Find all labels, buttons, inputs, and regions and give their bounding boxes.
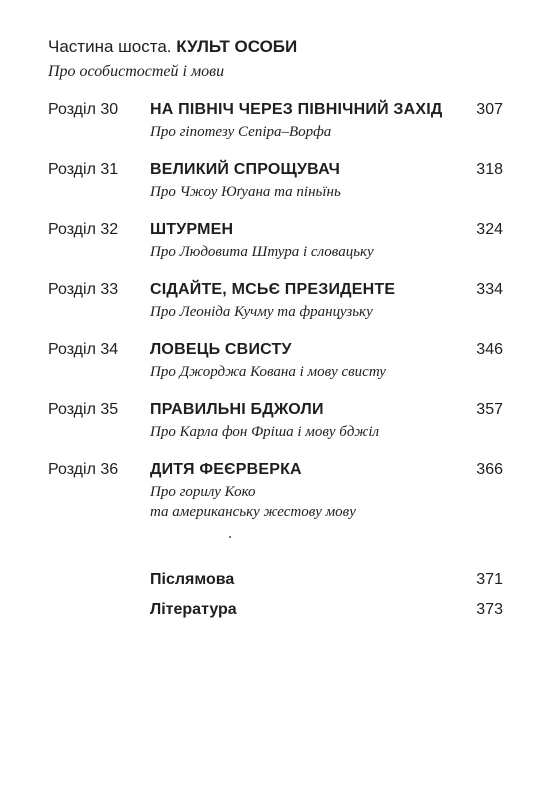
chapter-title: ШТУРМЕН: [150, 221, 234, 238]
chapter-title: СІДАЙТЕ, МСЬЄ ПРЕЗИДЕНТЕ: [150, 281, 396, 298]
chapter-page: 357: [476, 401, 503, 418]
part-name: КУЛЬТ ОСОБИ: [176, 37, 298, 56]
chapter-page: 307: [476, 101, 503, 118]
chapter-subtitle: Про гіпотезу Сепіра–Ворфа: [150, 124, 332, 140]
part-title: [48, 36, 508, 58]
toc-entry-chapter-36[interactable]: [48, 460, 503, 540]
backmatter-title: Післямова: [150, 571, 235, 588]
chapter-number: Розділ 33: [48, 281, 119, 298]
chapter-number: Розділ 34: [48, 341, 119, 358]
chapter-page: 366: [476, 461, 503, 478]
chapter-number: Розділ 36: [48, 461, 119, 478]
chapter-title: ЛОВЕЦЬ СВИСТУ: [150, 341, 292, 358]
toc-entry-bibliography[interactable]: [150, 600, 503, 630]
chapter-page: 324: [476, 221, 503, 238]
chapter-number: Розділ 30: [48, 101, 119, 118]
chapter-number: Розділ 32: [48, 221, 119, 238]
chapter-subtitle: Про Карла фон Фріша і мову бджіл: [150, 424, 380, 440]
chapter-subtitle: Про Джорджа Кована і мову свисту: [150, 364, 386, 380]
toc-entry-chapter-32[interactable]: [48, 220, 503, 280]
chapter-title: ДИТЯ ФЕЄРВЕРКА: [150, 461, 302, 478]
chapter-number: Розділ 31: [48, 161, 119, 178]
chapter-number: Розділ 35: [48, 401, 119, 418]
toc-entry-chapter-34[interactable]: [48, 340, 503, 400]
chapter-list: [48, 100, 503, 540]
toc-entry-chapter-30[interactable]: [48, 100, 503, 160]
chapter-page: 334: [476, 281, 503, 298]
backmatter-page: 371: [476, 571, 503, 588]
chapter-subtitle: Про Леоніда Кучму та французьку: [150, 304, 373, 320]
part-subtitle: Про особистостей і мови: [48, 63, 225, 80]
backmatter-page: 373: [476, 601, 503, 618]
toc-entry-chapter-35[interactable]: [48, 400, 503, 460]
chapter-subtitle: Про горилу Коко: [150, 484, 256, 500]
chapter-subtitle-line-2: та американську жестову мову: [150, 504, 356, 520]
chapter-page: 318: [476, 161, 503, 178]
part-header: [48, 36, 508, 82]
toc-entry-chapter-33[interactable]: [48, 280, 503, 340]
backmatter-list: [150, 570, 503, 630]
toc-entry-afterword[interactable]: [150, 570, 503, 600]
backmatter-title: Література: [150, 601, 237, 618]
chapter-subtitle: Про Чжоу Юґуана та піньїнь: [150, 184, 341, 200]
chapter-subtitle: Про Людовита Штура і словацьку: [150, 244, 374, 260]
chapter-page: 346: [476, 341, 503, 358]
chapter-title: ПРАВИЛЬНІ БДЖОЛИ: [150, 401, 324, 418]
print-speck: [229, 536, 231, 538]
chapter-title: ВЕЛИКИЙ СПРОЩУВАЧ: [150, 161, 341, 178]
toc-entry-chapter-31[interactable]: [48, 160, 503, 220]
chapter-title: НА ПІВНІЧ ЧЕРЕЗ ПІВНІЧНИЙ ЗАХІД: [150, 101, 443, 118]
part-prefix: Частина шоста.: [48, 37, 172, 56]
